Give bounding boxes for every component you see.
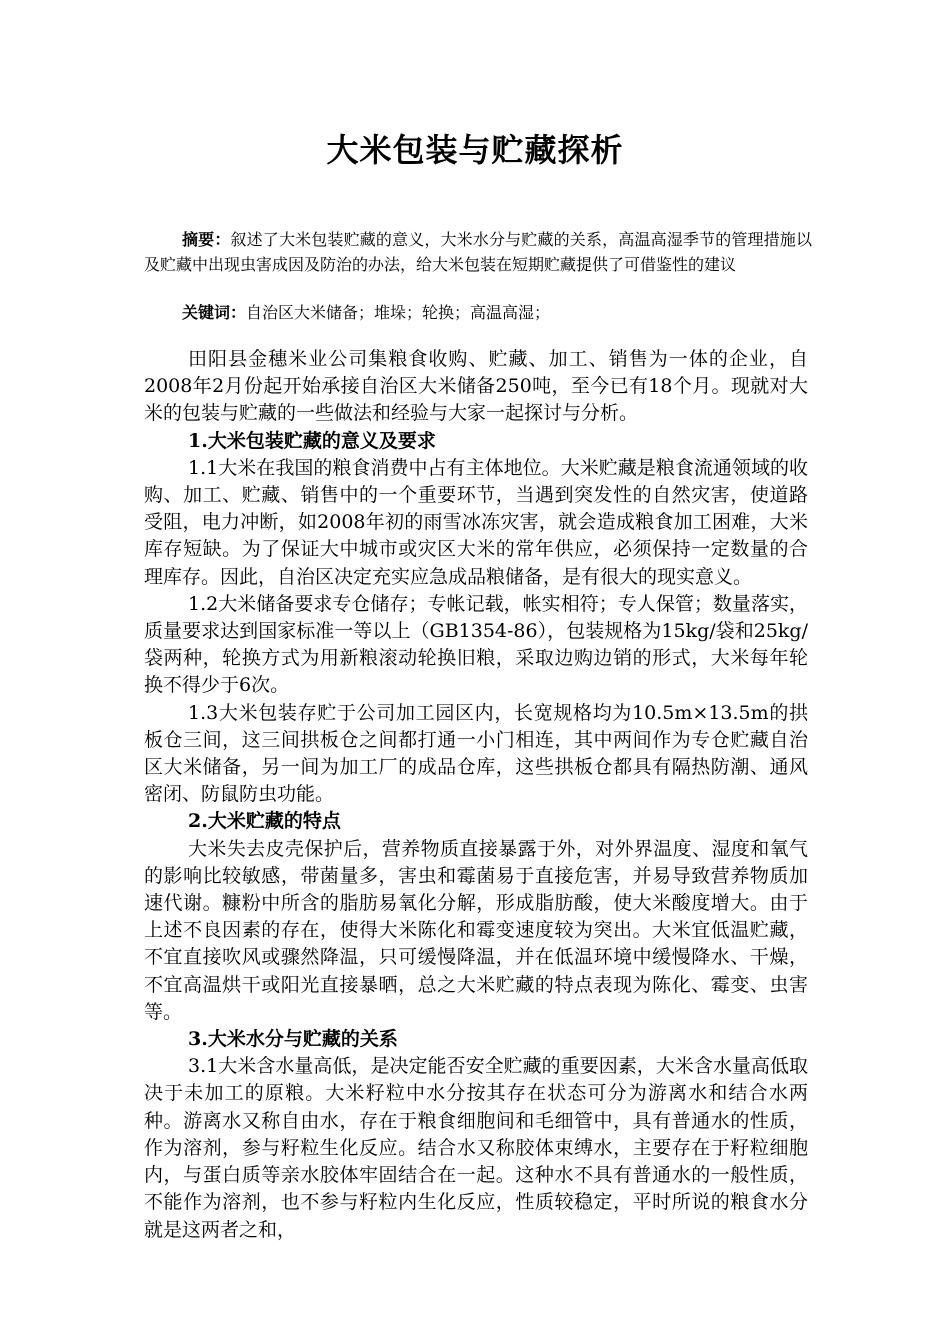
paragraph-1-2: 1.2大米储备要求专仓储存；专帐记载，帐实相符；专人保管；数量落实，质量要求达到国家标准一等以上（GB1354-86），包装规格为15kg/袋和25kg/袋两种，轮换方式为用新粮滚动轮换旧粮，采取边购边销的形式，大米每年轮换不得少于6次。 xyxy=(144,592,808,697)
document-body xyxy=(144,346,808,1244)
abstract-paragraph xyxy=(144,227,812,277)
abstract-label: 摘要： xyxy=(182,230,231,249)
paragraph-2: 大米失去皮壳保护后，营养物质直接暴露于外，对外界温度、湿度和氧气的影响比较敏感，带菌量多，害虫和霉菌易于直接危害，并易导致营养物质加速代谢。糠粉中所含的脂肪易氧化分解，形成脂肪酸，使大米酸度增大。由于上述不良因素的存在，使得大米陈化和霉变速度较为突出。大米宜低温贮藏，不宜直接吹风或骤然降温，只可缓慢降温，并在低温环境中缓慢降水、干燥，不宜高温烘干或阳光直接暴晒，总之大米贮藏的特点表现为陈化、霉变、虫害等。 xyxy=(144,837,808,1023)
paragraph-1-1: 1.1大米在我国的粮食消费中占有主体地位。大米贮藏是粮食流通领域的收购、加工、贮藏、销售中的一个重要环节，当遇到突发性的自然灾害，使道路受阻，电力冲断，如2008年初的雨雪冰冻灾害，就会造成粮食加工困难，大米库存短缺。为了保证大中城市或灾区大米的常年供应，必须保持一定数量的合理库存。因此，自治区决定充实应急成品粮储备，是有很大的现实意义。 xyxy=(144,456,808,588)
paragraph-3-1: 3.1大米含水量高低，是决定能否安全贮藏的重要因素，大米含水量高低取决于未加工的原粮。大米籽粒中水分按其存在状态可分为游离水和结合水两种。游离水又称自由水，存在于粮食细胞间和毛细管中，具有普通水的性质，作为溶剂，参与籽粒生化反应。结合水又称胶体束缚水，主要存在于籽粒细胞内，与蛋白质等亲水胶体牢固结合在一起。这种水不具有普通水的一般性质，不能作为溶剂，也不参与籽粒内生化反应，性质较稳定，平时所说的粮食水分就是这两者之和， xyxy=(144,1055,808,1241)
abstract-text: 叙述了大米包装贮藏的意义，大米水分与贮藏的关系，高温高湿季节的管理措施以及贮藏中出现虫害成因及防治的办法，给大米包装在短期贮藏提供了可借鉴性的建议 xyxy=(144,230,812,274)
keywords-label: 关键词： xyxy=(182,303,247,322)
document-title: 大米包装与贮藏探析 xyxy=(326,131,624,169)
keywords-text: 自治区大米储备；堆垛；轮换；高温高湿； xyxy=(246,303,551,322)
paragraph-1-3: 1.3大米包装存贮于公司加工园区内，长宽规格均为10.5m×13.5m的拱板仓三间，这三间拱板仓之间都打通一小门相连，其中两间作为专仓贮藏自治区大米储备，另一间为加工厂的成品仓库，这些拱板仓都具有隔热防潮、通风密闭、防鼠防虫功能。 xyxy=(144,701,808,806)
intro-paragraph: 田阳县金穗米业公司集粮食收购、贮藏、加工、销售为一体的企业，自2008年2月份起开始承接自治区大米储备250吨，至今已有18个月。现就对大米的包装与贮藏的一些做法和经验与大家一起探讨与分析。 xyxy=(144,348,808,425)
keywords-paragraph xyxy=(144,300,812,325)
section-2-heading: 2.大米贮藏的特点 xyxy=(188,810,341,833)
section-1-heading: 1.大米包装贮藏的意义及要求 xyxy=(188,429,436,452)
section-3-heading: 3.大米水分与贮藏的关系 xyxy=(188,1028,398,1051)
